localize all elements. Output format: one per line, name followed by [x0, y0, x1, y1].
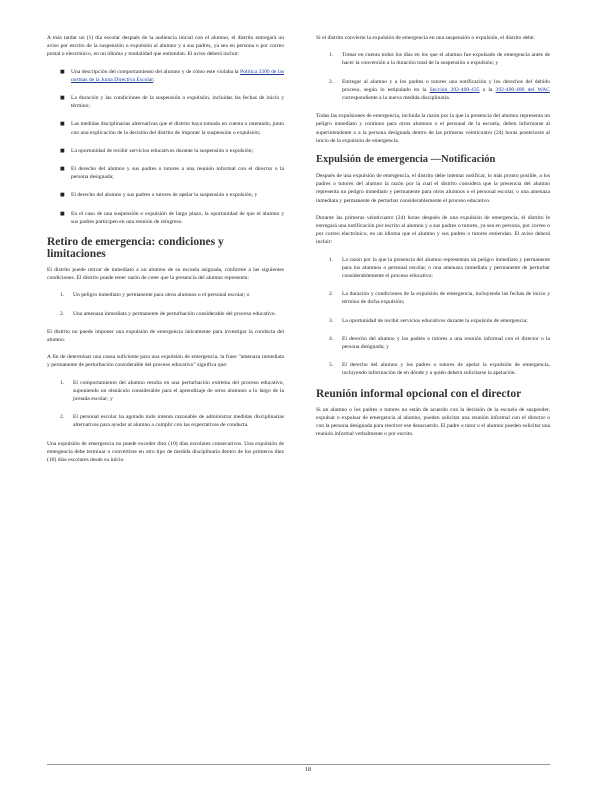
list-item: 1. El comportamiento del alumno resulta en una perturbación extrema del proceso educativo, suponiendo un obstáculo considerable para el aprendizaje de otros alumnos a lo largo de la jornada escolar; y [60, 379, 284, 403]
paragraph: Durante las primeras veinticuatro (24) horas después de una expulsión de emergencia, el distrito le entregará una notificación por escrito al alumno y a sus padres o tutores, ya sea en persona, por correo o por correo electrónico, en un idioma que el alumno y sus padres o tutores entiendan. El aviso deberá incluir: [316, 214, 550, 246]
list-item: 4. El derecho del alumno y los padres o tutores a una reunión informal con el director o la persona designada; y [329, 335, 550, 351]
paragraph: Si el distrito convierte la expulsión de emergencia en una suspensión o expulsión, el distrito debe: [316, 35, 535, 41]
list-item: 2. Entregar al alumno y a los padres o tutores una notificación y los derechos del debido proceso, según lo estipulado en la Sección 392-400-435 a la 392-400-480 del WAC correspondiente a la nueva medida disciplinaria. [329, 78, 550, 102]
paragraph: Si un alumno o los padres o tutores no están de acuerdo con la decisión de la escuela de suspender, expulsar o expulsar de emergencia al alumno, pueden solicitar una reunión informal con el director o con la persona designada para resolver ese desacuerdo. El padre o tutor o el alumno pueden solicitar una reunión informal verbalmente o por escrito. [316, 406, 550, 438]
list-item: 1. Un peligro inmediato y permanente para otros alumnos o el personal escolar; o [60, 292, 250, 299]
wac-section-link[interactable]: Sección 392-400-435 [429, 86, 480, 93]
paragraph: A fin de determinar una causa suficiente para una expulsión de emergencia, la frase "amenaza inmediata y permanente de perturbación considerable del proceso educativo" significa que: [47, 354, 284, 369]
numbered-list [47, 379, 284, 430]
section-heading-informal-meeting: Reunión informal opcional con el director [316, 387, 522, 400]
list-item: ■ El derecho del alumno y sus padres o tutores a una reunión informal con el director o la persona designada; [60, 166, 284, 181]
numbered-list [316, 256, 550, 378]
list-item: ■ Las medidas disciplinarias alternativas que el distrito haya tomado en cuenta o intentado, junto con una explicación de la decisión del distrito de imponer la suspensión o expulsión; [60, 121, 284, 136]
paragraph: El distrito puede retirar de inmediato a un alumno de su escuela asignada, conforme a las siguientes condiciones. El distrito puede tener razón de creer que la presencia del alumno representa: [47, 267, 284, 282]
section-heading-emergency-notice: Expulsión de emergencia —Notificación [316, 154, 496, 166]
policy-link[interactable]: Política 3300 de las normas de la Junta Directiva Escolar [71, 68, 285, 83]
bullet-marker-icon: ■ [60, 147, 65, 154]
intro-paragraph: A más tardar un (1) día escolar después de la audiencia inicial con el alumno, el distrito entregará un aviso por escrito de la suspensión o expulsión al alumno y a sus padres, ya sea en persona o por correo postal o electrónico, en un idioma y modalidad que entiendan. El aviso deberá incluir: [47, 35, 284, 58]
bullet-marker-icon: ■ [60, 210, 65, 217]
list-item: 2. Una amenaza inmediata y permanente de perturbación considerable del proceso educativo. [60, 310, 276, 317]
footer-divider [47, 764, 550, 765]
paragraph: Todas las expulsiones de emergencia, incluida la razón por la que la presencia del alumno representa un peligro inmediato y continuo para otros alumnos o el personal de la escuela, deben informarse al superintendente o a la persona designada dentro de las primeras veinticuatro (24) horas posteriores al inicio de la expulsión de emergencia. [316, 113, 550, 144]
list-item: ■ En el caso de una suspensión o expulsión de largo plazo, la oportunidad de que el alumno y sus padres participen en una reunión de reingreso. [60, 210, 284, 225]
list-item: 1. La razón por la que la presencia del alumno representan un peligro inmediato y permanente para los alumnos o personal escolar, o una amenaza inmediata y permanente de perturbar considerablemente el proceso educativo; [329, 256, 550, 280]
numbered-list [47, 291, 284, 317]
list-item: 2. El personal escolar ha agotado todo intento razonable de administrar medidas disciplinarias alternativas para ayudar al alumno a cumplir con las expectativas de conducta. [60, 414, 284, 429]
bullet-marker-icon: ■ [60, 192, 65, 199]
list-item: 5. El derecho del alumno y los padres o tutores de apelar la expulsión de emergencia, incluyendo información de en dónde y a quién deberá solicitarse la apelación. [329, 362, 550, 377]
list-item: ■ La oportunidad de recibir servicios educativos durante la suspensión o expulsión; [60, 147, 254, 154]
bullet-marker-icon: ■ [60, 166, 65, 173]
bullet-marker-icon: ■ [60, 95, 65, 102]
list-item: ■ La duración y las condiciones de la suspensión o expulsión, incluidas las fechas de inicio y término; [60, 95, 284, 110]
paragraph: Una expulsión de emergencia no puede exceder diez (10) días escolares consecutivos. Una expulsión de emergencia debe terminar o convertirse en otro tipo de medida disciplinaria dentro de los primeros diez (10) días escolares desde su inicio. [47, 440, 284, 464]
list-item: ■ Una descripción del comportamiento del alumno y de cómo este violaba la Política 3300 de las normas de la Junta Directiva Escolar; [60, 68, 285, 83]
list-item: 1. Tomar en cuenta todos los días en los que el alumno fue expulsado de emergencia antes de hacer la conversión a la duración total de la suspensión o expulsión; y [329, 52, 550, 67]
right-column [316, 34, 550, 448]
paragraph: Después de una expulsión de emergencia, el distrito debe intentar notificar, lo más pronto posible, a los padres o tutores del alumno la razón por la cual el distrito considera que la presencia del alumno representa un peligro inmediato y permanente para otros alumnos o el personal escolar, o una amenaza inmediata y permanente de perturbar considerablemente el proceso educativo. [316, 173, 550, 204]
bullet-marker-icon: ■ [60, 68, 65, 75]
wac-range-link[interactable]: 392-400-480 del WAC [495, 86, 550, 93]
notice-requirements-list [47, 68, 284, 226]
section-heading-emergency-removal: Retiro de emergencia: condiciones y limitaciones [47, 236, 224, 261]
list-item: 2. La duración y condiciones de la expulsión de emergencia, incluyendo las fechas de inicio y término de dicha expulsión; [329, 291, 550, 306]
list-item: 3. La oportunidad de recibir servicios educativos durante la expulsión de emergencia; [329, 317, 528, 324]
left-column [47, 34, 284, 473]
paragraph: El distrito no puede imponer una expulsión de emergencia únicamente para investigar la conducta del alumno. [47, 328, 284, 344]
numbered-list [316, 51, 550, 102]
list-item: ■ El derecho del alumno y sus padres o tutores de apelar la suspensión o expulsión; y [60, 192, 258, 199]
page-number: 18 [305, 767, 311, 773]
bullet-marker-icon: ■ [60, 121, 65, 128]
